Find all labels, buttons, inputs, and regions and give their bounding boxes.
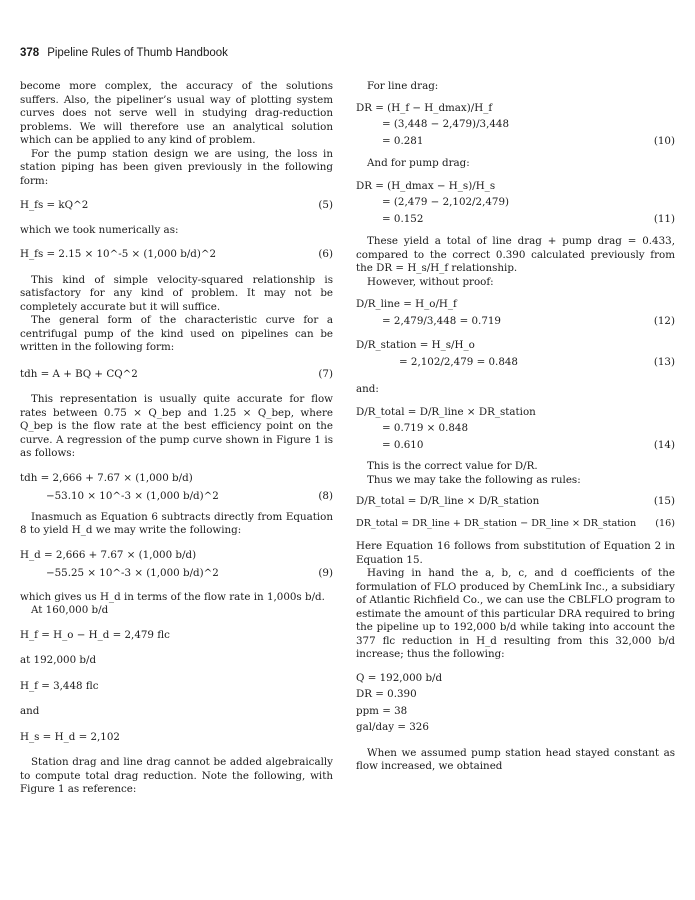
equation-11-result <box>356 213 675 227</box>
equation-11 <box>356 180 675 194</box>
paragraph: Here Equation 16 follows from substitution of Equation 2 in Equation 15. <box>356 540 675 566</box>
equation-16 <box>356 517 675 531</box>
equation-number: (14) <box>653 438 675 451</box>
equation-text: D/R_line = H_o/H_f <box>356 298 457 310</box>
equation-hf-160 <box>20 629 333 643</box>
paragraph: For the pump station design we are using, the loss in station piping has been given previously in the following form: <box>20 147 333 187</box>
paragraph: which gives us H_d in terms of the flow rate in 1,000s b/d. <box>20 590 325 603</box>
equation-text: = 0.281 <box>382 134 424 147</box>
equation-text: H_s = H_d = 2,102 <box>20 730 120 743</box>
paragraph: This is the correct value for D/R. <box>367 460 538 472</box>
right-column <box>356 80 675 774</box>
result-dr <box>356 688 675 702</box>
equation-14-continued <box>356 422 675 436</box>
result-gal-day <box>356 721 675 735</box>
equation-14 <box>356 406 675 420</box>
equation-text: H_f = H_o − H_d = 2,479 flc <box>20 628 170 641</box>
equation-number: (5) <box>318 199 333 211</box>
paragraph: Having in hand the a, b, c, and d coefficients of the formulation of FLO produced by ChemLink Inc., a subsidiary of Atlantic Richfield Co., we can use the CBLFLO program to estimate the amount of this particular DRA required to bring the pipeline up to 192,000 b/d while taking into account the 377 flc reduction in H_d resulting from this 32,000 b/d increase; thus the following: <box>356 567 675 660</box>
equation-10-result <box>356 135 675 149</box>
equation-text: D/R_station = H_s/H_o <box>356 339 475 351</box>
equation-10-continued <box>356 118 675 132</box>
equation-text: −53.10 × 10^-3 × (1,000 b/d)^2 <box>46 490 219 502</box>
paragraph: This kind of simple velocity-squared relationship is satisfactory for any kind of problem. It may not be completely accurate but it will suffice. <box>20 273 333 313</box>
equation-text: tdh = 2,666 + 7.67 × (1,000 b/d) <box>20 471 193 484</box>
result-flow <box>356 672 675 686</box>
result-ppm <box>356 705 675 719</box>
equation-13 <box>356 339 675 353</box>
paragraph: and <box>20 705 40 717</box>
equation-number: (9) <box>318 567 333 579</box>
equation-text: = (2,479 − 2,102/2,479) <box>382 196 510 208</box>
equation-text: DR = (H_dmax − H_s)/H_s <box>356 179 496 192</box>
equation-text: −55.25 × 10^-3 × (1,000 b/d)^2 <box>46 567 219 579</box>
equation-number: (6) <box>318 248 333 260</box>
equation-text: H_f = 3,448 flc <box>20 679 99 692</box>
paragraph: at 192,000 b/d <box>20 654 97 666</box>
paragraph: become more complex, the accuracy of the solutions suffers. Also, the pipeliner’s usual way of plotting system curves does not serve well in studying drag-reduction problems. We will therefore use an analytical solution which can be applied to any kind of problem. <box>20 80 333 146</box>
equation-text: = 0.610 <box>382 438 424 451</box>
equation-text: ppm = 38 <box>356 704 408 717</box>
equation-11-continued <box>356 196 675 210</box>
equation-12-result <box>356 315 675 329</box>
equation-text: = (3,448 − 2,479)/3,448 <box>382 118 510 130</box>
equation-text: D/R_total = D/R_line × DR_station <box>356 405 536 418</box>
equation-hf-192 <box>20 680 333 694</box>
equation-text: = 2,479/3,448 = 0.719 <box>382 314 501 327</box>
equation-text: = 0.719 × 0.848 <box>382 422 469 434</box>
equation-text: = 0.152 <box>382 212 424 225</box>
equation-text: H_fs = 2.15 × 10^-5 × (1,000 b/d)^2 <box>20 248 217 260</box>
equation-12 <box>356 298 675 312</box>
equation-text: H_fs = kQ^2 <box>20 199 89 211</box>
equation-text: Q = 192,000 b/d <box>356 671 443 684</box>
equation-number: (12) <box>653 314 675 327</box>
paragraph: Thus we may take the following as rules: <box>367 473 581 486</box>
paragraph: which we took numerically as: <box>20 223 179 236</box>
equation-text: tdh = A + BQ + CQ^2 <box>20 367 138 380</box>
paragraph: Inasmuch as Equation 6 subtracts directly from Equation 8 to yield H_d we may write the following: <box>20 510 333 536</box>
equation-9-continued <box>20 567 333 581</box>
paragraph: These yield a total of line drag + pump drag = 0.433, compared to the correct 0.390 calculated previously from the DR = H_s/H_f relationship. <box>356 235 675 274</box>
paragraph: and: <box>356 383 379 395</box>
equation-number: (11) <box>653 212 675 225</box>
equation-number: (7) <box>318 367 333 380</box>
paragraph: The general form of the characteristic curve for a centrifugal pump of the kind used on pipelines can be written in the following form: <box>20 314 333 353</box>
book-title: Pipeline Rules of Thumb Handbook <box>47 47 228 59</box>
paragraph: However, without proof: <box>367 275 494 288</box>
equation-9 <box>20 549 333 563</box>
equation-number: (8) <box>318 490 333 502</box>
equation-text: gal/day = 326 <box>356 721 429 733</box>
equation-6 <box>20 248 333 262</box>
paragraph: Station drag and line drag cannot be added algebraically to compute total drag reduction. Note the following, with Figure 1 as reference: <box>20 756 333 795</box>
equation-10 <box>356 102 675 116</box>
equation-8 <box>20 472 333 486</box>
paragraph: When we assumed pump station head stayed constant as flow increased, we obtained <box>356 746 675 772</box>
equation-text: D/R_total = D/R_line × D/R_station <box>356 495 540 507</box>
running-header <box>20 47 228 59</box>
equation-text: = 2,102/2,479 = 0.848 <box>399 355 518 368</box>
equation-text: DR = (H_f − H_dmax)/H_f <box>356 101 493 114</box>
equation-text: DR = 0.390 <box>356 688 417 700</box>
left-column <box>20 80 333 797</box>
equation-text: DR_total = DR_line + DR_station − DR_line × DR_station <box>356 517 637 529</box>
equation-number: (10) <box>653 134 675 147</box>
equation-5 <box>20 199 333 213</box>
equation-7 <box>20 368 333 382</box>
paragraph: This representation is usually quite accurate for flow rates between 0.75 × Q_bep and 1.25 × Q_bep, where Q_bep is the flow rate at the best efficiency point on the curve. A regression of the pump curve shown in Figure 1 is as follows: <box>20 393 333 459</box>
equation-number: (16) <box>655 517 675 529</box>
paragraph: For line drag: <box>367 80 439 92</box>
equation-13-result <box>356 356 675 370</box>
equation-8-continued <box>20 490 333 504</box>
equation-text: H_d = 2,666 + 7.67 × (1,000 b/d) <box>20 548 197 561</box>
equation-15 <box>356 495 675 509</box>
equation-14-result <box>356 439 675 453</box>
paragraph: At 160,000 b/d <box>31 604 109 616</box>
equation-hs <box>20 731 333 745</box>
paragraph: And for pump drag: <box>367 157 470 169</box>
equation-number: (13) <box>653 355 675 368</box>
equation-number: (15) <box>653 495 675 507</box>
page-number: 378 <box>20 47 40 59</box>
